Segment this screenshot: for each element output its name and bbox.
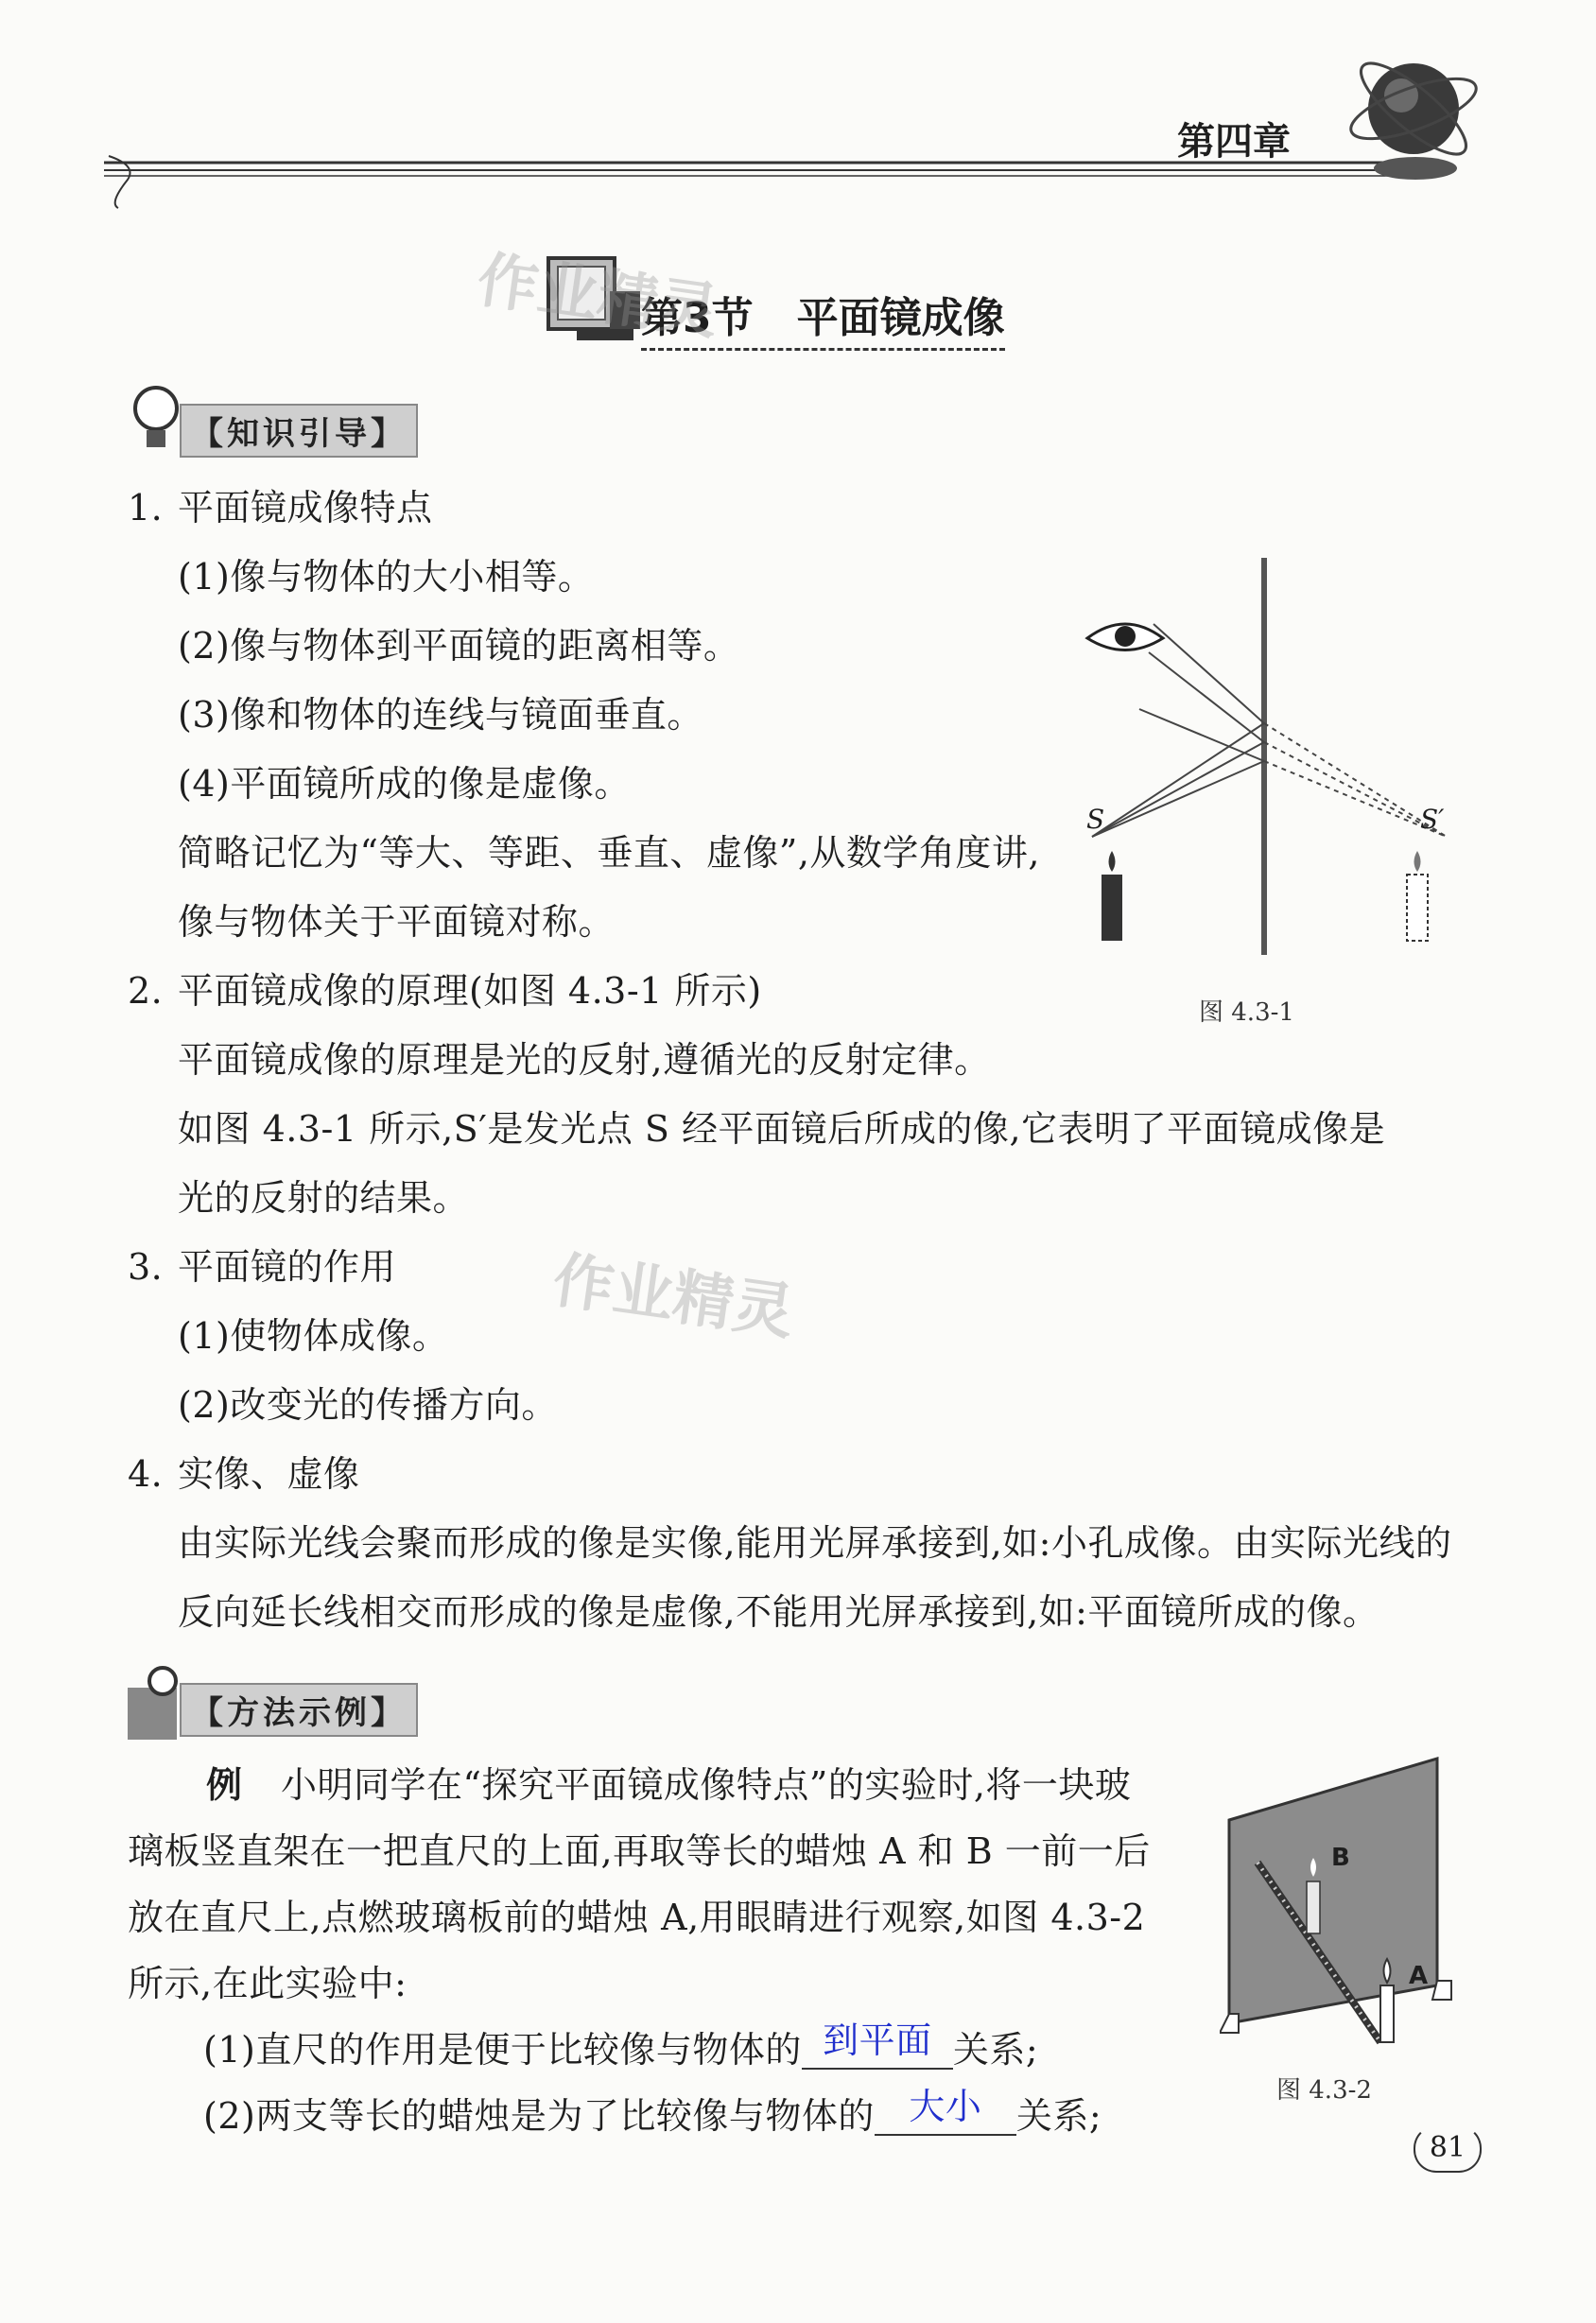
- figure1-label-s-prime: S′: [1420, 804, 1445, 835]
- question-2: [203, 2086, 1102, 2140]
- eye-icon: [1087, 624, 1163, 650]
- item-1-num: 1.: [128, 487, 164, 529]
- item-2-line-3: 光的反射的结果。: [178, 1177, 470, 1219]
- figure1-label-s: S: [1086, 804, 1105, 835]
- header: [0, 0, 1596, 217]
- item-1-title: 平面镜成像特点: [178, 487, 433, 529]
- item-2-line-1: 平面镜成像的原理是光的反射,遵循光的反射定律。: [178, 1039, 991, 1081]
- lightbulb-icon: [128, 383, 184, 454]
- item-1-line-4: (4)平面镜所成的像是虚像。: [178, 763, 631, 805]
- figure2-label-b: B: [1331, 1844, 1350, 1872]
- page-number-badge: [1414, 2125, 1482, 2173]
- example-line-3: 放在直尺上,点燃玻璃板前的蜡烛 A,用眼睛进行观察,如图 4.3-2: [128, 1897, 1146, 1938]
- item-3-line-1: (1)使物体成像。: [178, 1315, 449, 1357]
- item-3-num: 3.: [128, 1246, 164, 1288]
- figure-4-3-1: [1068, 548, 1466, 983]
- item-4-line-2: 反向延长线相交而形成的像是虚像,不能用光屏承接到,如:平面镜所成的像。: [178, 1591, 1379, 1633]
- chapter-title: 第四章: [1177, 119, 1291, 164]
- figure-4-3-2: [1220, 1749, 1475, 2052]
- knowledge-tag: 【知识引导】: [180, 404, 418, 458]
- item-4-title: 实像、虚像: [178, 1453, 360, 1495]
- item-1-line-1: (1)像与物体的大小相等。: [178, 556, 595, 598]
- question-2-blank[interactable]: [875, 2086, 1016, 2136]
- item-3-line-2: (2)改变光的传播方向。: [178, 1384, 558, 1426]
- item-1-line-6: 像与物体关于平面镜对称。: [178, 901, 616, 943]
- item-1-line-3: (3)像和物体的连线与镜面垂直。: [178, 694, 703, 736]
- question-1: [203, 2020, 1039, 2073]
- item-2-num: 2.: [128, 970, 164, 1012]
- item-2-line-2: 如图 4.3-1 所示,S′是发光点 S 经平面镜后所成的像,它表明了平面镜成像是: [178, 1108, 1386, 1150]
- watermark: 作业精灵: [473, 245, 723, 349]
- page-number: 81: [1429, 2131, 1466, 2164]
- example-line-2: 璃板竖直架在一把直尺的上面,再取等长的蜡烛 A 和 B 一前一后: [128, 1830, 1151, 1872]
- figure2-label-a: A: [1409, 1962, 1429, 1990]
- watermark-2: 作业精灵: [548, 1245, 799, 1349]
- item-1-line-5: 简略记忆为“等大、等距、垂直、虚像”,从数学角度讲,: [178, 832, 1041, 874]
- example-line-4: 所示,在此实验中:: [128, 1963, 408, 2004]
- item-3-title: 平面镜的作用: [178, 1246, 397, 1288]
- example-line-1: 小明同学在“探究平面镜成像特点”的实验时,将一块玻: [281, 1764, 1132, 1806]
- question-1-blank[interactable]: [802, 2020, 953, 2070]
- item-2-title: 平面镜成像的原理(如图 4.3-1 所示): [178, 970, 762, 1012]
- item-4-num: 4.: [128, 1453, 164, 1495]
- question-2-prefix: (2)两支等长的蜡烛是为了比较像与物体的: [203, 2095, 875, 2137]
- question-1-answer: 到平面: [823, 2020, 932, 2061]
- figure2-caption: 图 4.3-2: [1276, 2076, 1372, 2105]
- question-1-prefix: (1)直尺的作用是便于比较像与物体的: [203, 2029, 802, 2071]
- method-tag: 【方法示例】: [180, 1683, 418, 1737]
- section-title: 第3节 平面镜成像: [641, 284, 1005, 351]
- figure1-caption: 图 4.3-1: [1199, 998, 1294, 1027]
- example-label: 例: [206, 1764, 243, 1806]
- question-1-suffix: 关系;: [952, 2029, 1039, 2071]
- question-2-answer: 大小: [909, 2086, 982, 2127]
- item-1-line-2: (2)像与物体到平面镜的距离相等。: [178, 625, 740, 667]
- question-2-suffix: 关系;: [1015, 2095, 1102, 2137]
- globe-icon: [1343, 43, 1484, 175]
- item-4-line-1: 由实际光线会聚而形成的像是实像,能用光屏承接到,如:小孔成像。由实际光线的: [178, 1522, 1452, 1564]
